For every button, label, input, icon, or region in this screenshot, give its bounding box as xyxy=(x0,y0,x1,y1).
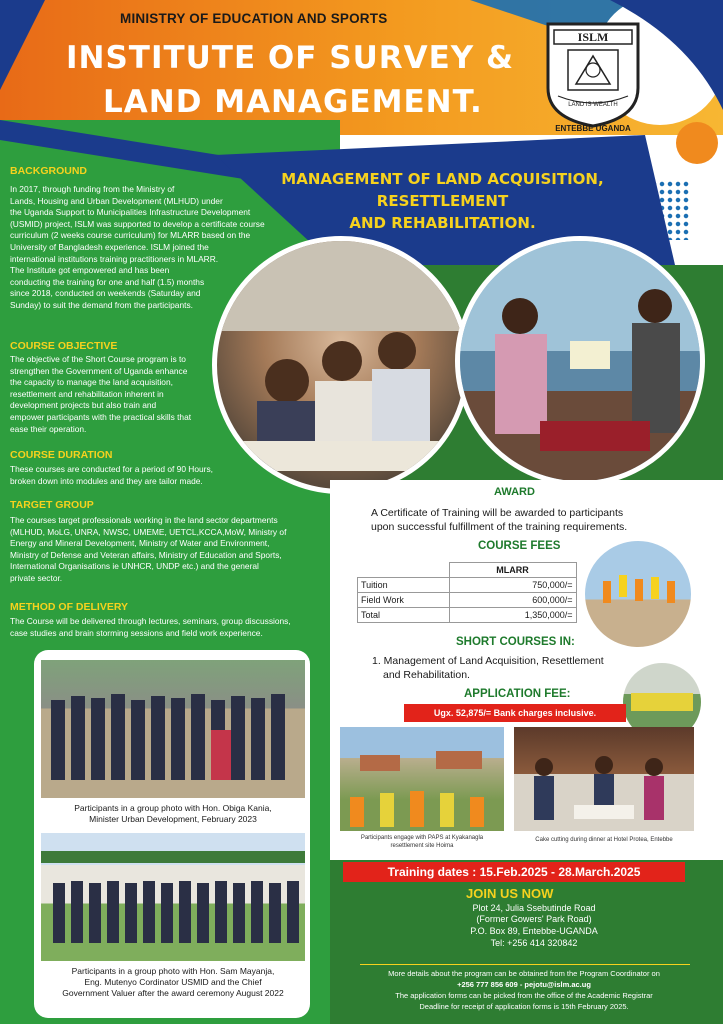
islm-logo xyxy=(540,18,646,128)
objective-text: The objective of the Short Course program is to strengthen the Government of Uganda enhance the capacity to manage the land acquisition, resettlement and rehabilitation inherent in development projects but also train and empower participants with the practical skills that ease their operation. xyxy=(10,354,192,434)
table-row xyxy=(358,608,577,623)
ministry-label: MINISTRY OF EDUCATION AND SPORTS xyxy=(120,11,388,26)
application-fee-amount: Ugx. 52,875/= Bank charges inclusive. xyxy=(404,704,626,722)
address-line: (Former Gowers' Park Road) xyxy=(476,914,592,924)
fee-value: 1,350,000/= xyxy=(449,608,576,623)
course-title-line2: AND REHABILITATION. xyxy=(349,214,536,232)
award-heading: AWARD xyxy=(494,486,535,498)
footer-line: More details about the program can be obtained from the Program Coordinator on xyxy=(388,969,660,978)
application-fee-heading: APPLICATION FEE: xyxy=(464,688,571,700)
address-line: Plot 24, Julia Ssebutinde Road xyxy=(472,903,596,913)
fees-heading: COURSE FEES xyxy=(478,540,561,552)
certificate-photo xyxy=(455,236,705,486)
group-photo-2-caption: Participants in a group photo with Hon. Sam Mayanja, Eng. Mutenyo Cordinator USMID and the Chief Government Valuer after the award ceremony August 2022 xyxy=(62,966,284,998)
course-title-line1: MANAGEMENT OF LAND ACQUISITION, RESETTLEMENT xyxy=(281,170,604,210)
fee-label: Total xyxy=(358,608,450,623)
award-text: A Certificate of Training will be awarded to participants upon successful fulfillment of the training requirements. xyxy=(371,507,628,533)
table-row xyxy=(358,563,577,578)
delivery-text: The Course will be delivered through lectures, seminars, group discussions, case studies and brain storming sessions and field work experience. xyxy=(10,616,291,638)
table-row xyxy=(358,593,577,608)
cake-caption: Cake cutting during dinner at Hotel Protea, Entebbe xyxy=(535,837,673,843)
logo-motto: LAND IS WEALTH xyxy=(568,102,618,108)
fee-label: Tuition xyxy=(358,578,450,593)
target-heading: TARGET GROUP xyxy=(10,499,94,511)
jumping-participants-photo xyxy=(582,538,694,650)
background-text: In 2017, through funding from the Ministry of Lands, Housing and Urban Development (MLHUD) under the Uganda Support to Municipalities Infrastructure Development (USMID) project, ISLM was supported to develop a certificate course curriculum (2 weeks course curriculum) for MLARR based on the University of Bangladesh experience. ISLM joined the international institutions training practitioners in MLARR. The Institute got empowered and has been conducting the training for one and half (1.5) months since 2018, conducted on weekends (Saturday and Sunday) to suit the demand from the participants. xyxy=(10,184,265,310)
logo-location: ENTEBBE UGANDA xyxy=(555,124,631,133)
group-photo-1 xyxy=(41,660,305,798)
short-courses-item: 1. Management of Land Acquisition, Resettlement and Rehabilitation. xyxy=(372,655,604,681)
join-us-heading: JOIN US NOW xyxy=(466,886,554,901)
phone-line: Tel: +256 414 320842 xyxy=(490,938,578,948)
group-photo-2 xyxy=(41,833,305,961)
training-dates: Training dates : 15.Feb.2025 - 28.March.2025 xyxy=(343,862,685,882)
address-line: P.O. Box 89, Entebbe-UGANDA xyxy=(470,926,598,936)
fee-value: 600,000/= xyxy=(449,593,576,608)
footer-contact-line: +256 777 856 609 - pejotu@islm.ac.ug xyxy=(457,980,591,989)
divider xyxy=(360,964,690,965)
target-text: The courses target professionals working in the land sector departments (MLHUD, MoLG, UNRA, NWSC, UMEME, UETCL,KCCA,MoW, Ministry of Energy and Mineral Development, Ministry of Water and Environment, Ministry of Defense and Veteran affairs, Ministry of Education and Sports, International Organisations ie UNHCR, UNDP etc.) and the general private sector. xyxy=(10,515,287,583)
course-title xyxy=(240,168,645,234)
institute-title-line1: INSTITUTE OF SURVEY & xyxy=(66,40,515,76)
fees-table xyxy=(357,562,577,623)
footer-deadline: Deadline for receipt of application forms is 15th February 2025. xyxy=(419,1002,629,1011)
classroom-photo xyxy=(212,236,470,494)
logo-text: ISLM xyxy=(577,30,609,44)
paps-caption: Participants engage with PAPS at Kyakanagla resettlement site Hoima xyxy=(360,835,484,849)
background-heading: BACKGROUND xyxy=(10,165,87,177)
group-photo-1-caption: Participants in a group photo with Hon. Obiga Kania, Minister Urban Development, February 2023 xyxy=(74,803,272,824)
fee-value: 750,000/= xyxy=(449,578,576,593)
table-row xyxy=(358,578,577,593)
fees-column-header: MLARR xyxy=(449,563,576,578)
cake-cutting-photo xyxy=(514,727,694,831)
short-courses-heading: SHORT COURSES IN: xyxy=(456,636,575,648)
footer-line: The application forms can be picked from the office of the Academic Registrar xyxy=(395,991,653,1000)
institute-title-line2: LAND MANAGEMENT. xyxy=(103,84,483,120)
paps-photo xyxy=(340,727,504,831)
duration-heading: COURSE DURATION xyxy=(10,449,113,461)
fee-label: Field Work xyxy=(358,593,450,608)
objective-heading: COURSE OBJECTIVE xyxy=(10,340,118,352)
duration-text: These courses are conducted for a period of 90 Hours, broken down into modules and they are tailor made. xyxy=(10,464,213,486)
delivery-heading: METHOD OF DELIVERY xyxy=(10,601,129,613)
